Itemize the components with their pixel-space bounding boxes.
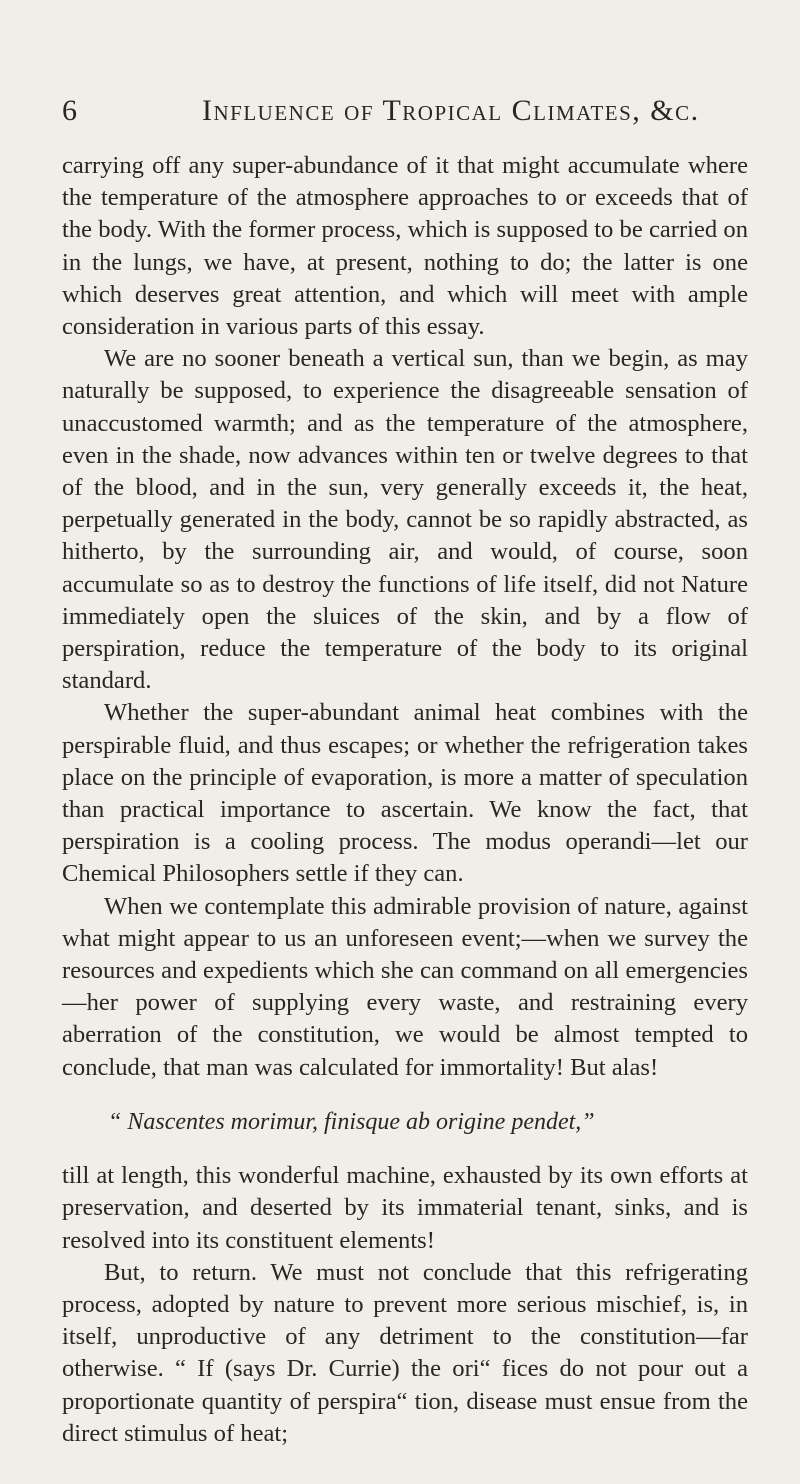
running-head [62, 94, 748, 130]
paragraph-continued: carrying off any super-abundance of it that might accumulate where the temperature of the atmosphere approaches to or exceeds that of the body. With the former process, which is supposed to be carried on in the lungs, we have, at present, nothing to do; the latter is one which deserves great attention, and which will meet with ample consideration in various parts of this essay. [62, 152, 748, 341]
body-text [62, 150, 748, 1450]
paragraph: When we contemplate this admirable provision of nature, against what might appear to us an unforeseen event;—when we survey the resources and expedients which she can command on all emergencies—her power of supplying every waste, and restraining every aberration of the constitution, we would be almost tempted to conclude, that man was calculated for immortality! But alas! [62, 892, 748, 1081]
paragraph-continued: till at length, this wonderful machine, exhausted by its own efforts at preservation, and deserted by its immaterial tenant, sinks, and is resolved into its constituent elements! [62, 1162, 748, 1254]
paragraph: We are no sooner beneath a vertical sun, than we begin, as may naturally be supposed, to experience the disagreeable sensation of unaccustomed warmth; and as the temperature of the atmosphere, even in the shade, now advances within ten or twelve degrees to that of the blood, and in the sun, very generally exceeds it, the heat, perpetually generated in the body, cannot be so rapidly abstracted, as hitherto, by the surrounding air, and would, of course, soon accumulate so as to destroy the functions of life itself, did not Nature immediately open the sluices of the skin, and by a flow of perspiration, reduce the temperature of the body to its original standard. [62, 345, 748, 695]
latin-quotation: “ Nascentes morimur, finisque ab origine pendet,” [108, 1108, 595, 1135]
paragraph: But, to return. We must not conclude that this refrigerating process, adopted by nature to prevent more serious mischief, is, in itself, unproductive of any detriment to the constitution—far otherwise. “ If (says Dr. Currie) the ori“ fices do not pour out a proportionate quantity of perspira“ tion, disease must ensue from the direct stimulus of heat; [62, 1258, 748, 1447]
page-number: 6 [62, 94, 78, 127]
running-title: Influence of Tropical Climates, &c. [202, 94, 700, 127]
paragraph: Whether the super-abundant animal heat combines with the perspirable fluid, and thus escapes; or whether the refrigeration takes place on the principle of evaporation, is more a matter of speculation than practical importance to ascertain. We know the fact, that perspiration is a cooling process. The modus operandi—let our Chemical Philosophers settle if they can. [62, 699, 748, 888]
